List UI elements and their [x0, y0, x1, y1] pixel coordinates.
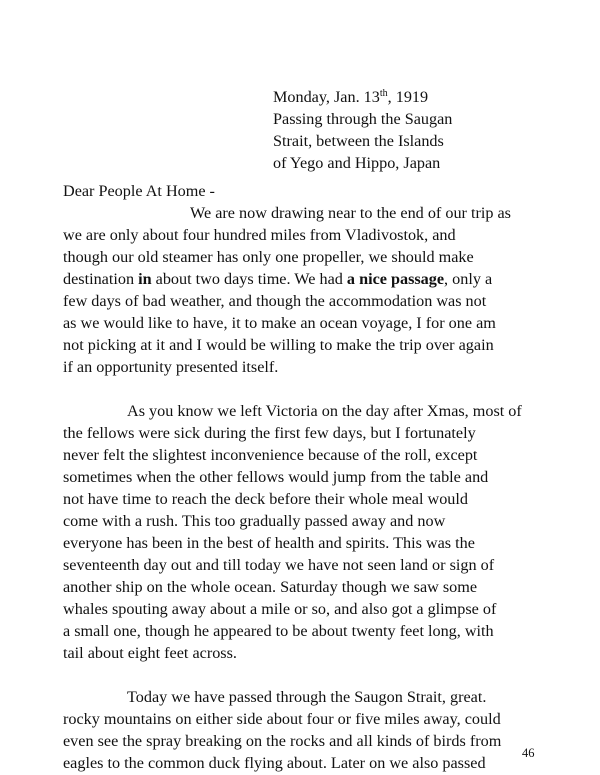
dateline-date: [273, 86, 452, 108]
dateline-block: [273, 86, 452, 174]
dateline-ordinal: th: [379, 88, 388, 99]
p1-line-4-e: , only a: [444, 270, 493, 288]
p2-line-2: the fellows were sick during the first few days, but I fortunately: [63, 424, 476, 442]
p3-line-4: eagles to the common duck flying about. Later on we also passed: [63, 754, 486, 772]
p2-line-10: whales spouting away about a mile or so, and also got a glimpse of: [63, 600, 497, 618]
p3-line-2: rocky mountains on either side about four or five miles away, could: [63, 710, 501, 728]
p2-line-9: another ship on the whole ocean. Saturday though we saw some: [63, 578, 478, 596]
p2-line-5: not have time to reach the deck before their whole meal would: [63, 490, 468, 508]
p1-line-2: we are only about four hundred miles from Vladivostok, and: [63, 226, 456, 244]
p1-line-7: not picking at it and I would be willing to make the trip over again: [63, 336, 494, 354]
dateline-line-4: of Yego and Hippo, Japan: [273, 154, 441, 172]
p1-line-6: as we would like to have, it to make an ocean voyage, I for one am: [63, 314, 496, 332]
p1-line-3: though our old steamer has only one propeller, we should make: [63, 248, 474, 266]
dateline-date-text: Monday, Jan. 13: [273, 88, 380, 106]
p2-line-7: everyone has been in the best of health and spirits. This was the: [63, 534, 475, 552]
p2-line-4: sometimes when the other fellows would jump from the table and: [63, 468, 489, 486]
dateline-year: , 1919: [387, 88, 429, 106]
page-number: 46: [522, 746, 535, 760]
p2-line-6: come with a rush. This too gradually passed away and now: [63, 512, 446, 530]
p2-line-11: a small one, though he appeared to be about twenty feet long, with: [63, 622, 494, 640]
p2-line-3: never felt the slightest inconvenience because of the roll, except: [63, 446, 478, 464]
p2-line-1: As you know we left Victoria on the day after Xmas, most of: [127, 402, 522, 420]
p2-line-12: tail about eight feet across.: [63, 644, 237, 662]
p1-line-5: few days of bad weather, and though the accommodation was not: [63, 292, 487, 310]
p3-line-3: even see the spray breaking on the rocks and all kinds of birds from: [63, 732, 502, 750]
p1-line-1: We are now drawing near to the end of our trip as: [190, 204, 511, 222]
p1-line-4-a: destination: [63, 270, 139, 288]
p1-line-4-c: about two days time. We had: [151, 270, 347, 288]
p2-line-8: seventeenth day out and till today we have not seen land or sign of: [63, 556, 495, 574]
p1-line-4-bold-passage: a nice passage: [346, 270, 445, 288]
p3-line-1: Today we have passed through the Saugon Strait, great.: [127, 688, 487, 706]
dateline-line-2: Passing through the Saugan: [273, 110, 453, 128]
p1-line-8: if an opportunity presented itself.: [63, 358, 279, 376]
salutation: Dear People At Home -: [63, 182, 215, 200]
p1-line-4-bold-in: in: [138, 270, 152, 288]
p1-line-4: [63, 268, 492, 290]
dateline-line-3: Strait, between the Islands: [273, 132, 444, 150]
